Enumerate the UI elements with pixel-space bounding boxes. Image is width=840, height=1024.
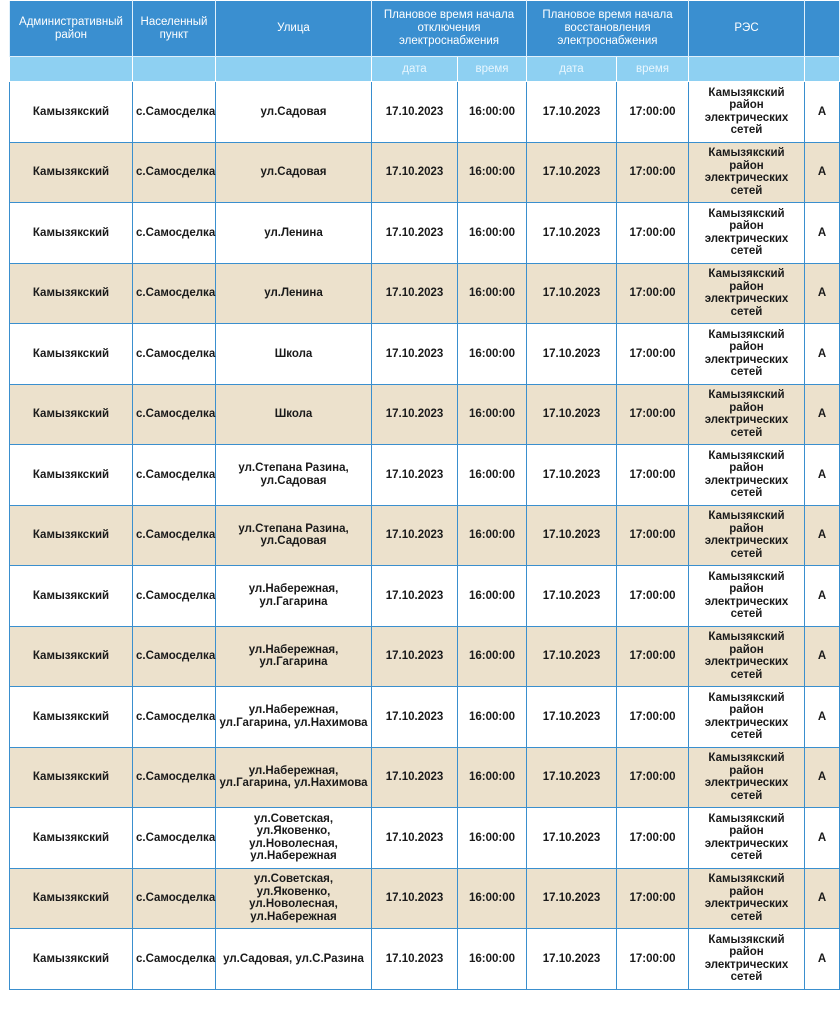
cell-off-time: 16:00:00	[458, 324, 527, 385]
cell-off-time: 16:00:00	[458, 868, 527, 929]
subheader-on-date: дата	[527, 57, 617, 82]
cell-settlement: с.Самосделка	[133, 263, 216, 324]
cell-street: Школа	[216, 324, 372, 385]
cell-res: Камызякский район электрических сетей	[689, 687, 805, 748]
subheader-empty	[689, 57, 805, 82]
cell-off-date: 17.10.2023	[372, 687, 458, 748]
cell-res: Камызякский район электрических сетей	[689, 808, 805, 869]
cell-on-date: 17.10.2023	[527, 203, 617, 264]
cell-res: Камызякский район электрических сетей	[689, 142, 805, 203]
subheader-off-date: дата	[372, 57, 458, 82]
cell-extra: А	[805, 445, 840, 506]
cell-district: Камызякский	[10, 445, 133, 506]
cell-res: Камызякский район электрических сетей	[689, 445, 805, 506]
cell-settlement: с.Самосделка	[133, 384, 216, 445]
cell-off-date: 17.10.2023	[372, 566, 458, 627]
cell-off-time: 16:00:00	[458, 203, 527, 264]
cell-district: Камызякский	[10, 203, 133, 264]
cell-extra: А	[805, 687, 840, 748]
cell-on-time: 17:00:00	[617, 566, 689, 627]
subheader-empty	[805, 57, 840, 82]
cell-district: Камызякский	[10, 384, 133, 445]
cell-res: Камызякский район электрических сетей	[689, 747, 805, 808]
cell-on-date: 17.10.2023	[527, 626, 617, 687]
cell-extra: А	[805, 263, 840, 324]
cell-off-time: 16:00:00	[458, 808, 527, 869]
cell-on-time: 17:00:00	[617, 868, 689, 929]
cell-district: Камызякский	[10, 747, 133, 808]
cell-on-time: 17:00:00	[617, 82, 689, 143]
cell-district: Камызякский	[10, 324, 133, 385]
cell-on-date: 17.10.2023	[527, 505, 617, 566]
cell-street: ул.Степана Разина, ул.Садовая	[216, 505, 372, 566]
cell-off-date: 17.10.2023	[372, 324, 458, 385]
cell-street: ул.Садовая	[216, 82, 372, 143]
cell-settlement: с.Самосделка	[133, 445, 216, 506]
cell-off-date: 17.10.2023	[372, 384, 458, 445]
cell-on-date: 17.10.2023	[527, 82, 617, 143]
cell-on-time: 17:00:00	[617, 142, 689, 203]
table-row	[10, 929, 840, 990]
cell-settlement: с.Самосделка	[133, 747, 216, 808]
cell-street: ул.Набережная, ул.Гагарина, ул.Нахимова	[216, 687, 372, 748]
cell-settlement: с.Самосделка	[133, 687, 216, 748]
cell-on-date: 17.10.2023	[527, 566, 617, 627]
cell-off-date: 17.10.2023	[372, 626, 458, 687]
header-street: Улица	[216, 1, 372, 57]
cell-extra: А	[805, 384, 840, 445]
cell-extra: А	[805, 505, 840, 566]
cell-res: Камызякский район электрических сетей	[689, 929, 805, 990]
cell-on-date: 17.10.2023	[527, 687, 617, 748]
cell-res: Камызякский район электрических сетей	[689, 384, 805, 445]
cell-off-time: 16:00:00	[458, 384, 527, 445]
cell-off-time: 16:00:00	[458, 747, 527, 808]
cell-settlement: с.Самосделка	[133, 868, 216, 929]
table-row	[10, 384, 840, 445]
cell-off-date: 17.10.2023	[372, 263, 458, 324]
cell-district: Камызякский	[10, 687, 133, 748]
cell-res: Камызякский район электрических сетей	[689, 626, 805, 687]
cell-res: Камызякский район электрических сетей	[689, 505, 805, 566]
table-row	[10, 505, 840, 566]
header-extra	[805, 1, 840, 57]
header-off-time: Плановое время начала отключения электроснабжения	[372, 1, 527, 57]
cell-on-time: 17:00:00	[617, 324, 689, 385]
cell-extra: А	[805, 929, 840, 990]
cell-on-time: 17:00:00	[617, 626, 689, 687]
cell-extra: А	[805, 82, 840, 143]
outage-schedule-table	[9, 0, 840, 990]
cell-on-date: 17.10.2023	[527, 868, 617, 929]
cell-street: ул.Ленина	[216, 263, 372, 324]
table-row	[10, 263, 840, 324]
cell-district: Камызякский	[10, 566, 133, 627]
cell-on-time: 17:00:00	[617, 808, 689, 869]
subheader-empty	[10, 57, 133, 82]
cell-res: Камызякский район электрических сетей	[689, 263, 805, 324]
cell-off-date: 17.10.2023	[372, 868, 458, 929]
cell-off-time: 16:00:00	[458, 626, 527, 687]
cell-res: Камызякский район электрических сетей	[689, 566, 805, 627]
cell-on-date: 17.10.2023	[527, 142, 617, 203]
cell-res: Камызякский район электрических сетей	[689, 203, 805, 264]
cell-settlement: с.Самосделка	[133, 626, 216, 687]
header-on-time: Плановое время начала восстановления электроснабжения	[527, 1, 689, 57]
cell-settlement: с.Самосделка	[133, 324, 216, 385]
cell-off-time: 16:00:00	[458, 445, 527, 506]
table-row	[10, 626, 840, 687]
cell-off-date: 17.10.2023	[372, 445, 458, 506]
cell-settlement: с.Самосделка	[133, 203, 216, 264]
table-header	[10, 1, 840, 82]
cell-off-date: 17.10.2023	[372, 505, 458, 566]
table-row	[10, 324, 840, 385]
cell-extra: А	[805, 868, 840, 929]
cell-on-date: 17.10.2023	[527, 808, 617, 869]
cell-off-date: 17.10.2023	[372, 747, 458, 808]
cell-on-date: 17.10.2023	[527, 263, 617, 324]
cell-district: Камызякский	[10, 808, 133, 869]
cell-off-date: 17.10.2023	[372, 808, 458, 869]
cell-on-date: 17.10.2023	[527, 324, 617, 385]
cell-on-time: 17:00:00	[617, 929, 689, 990]
table-row	[10, 808, 840, 869]
subheader-empty	[216, 57, 372, 82]
table-body	[10, 82, 840, 990]
cell-street: ул.Советская, ул.Яковенко, ул.Новолесная, ул.Набережная	[216, 808, 372, 869]
cell-district: Камызякский	[10, 82, 133, 143]
header-res: РЭС	[689, 1, 805, 57]
cell-off-time: 16:00:00	[458, 687, 527, 748]
cell-off-time: 16:00:00	[458, 142, 527, 203]
cell-settlement: с.Самосделка	[133, 566, 216, 627]
cell-settlement: с.Самосделка	[133, 808, 216, 869]
subheader-off-time: время	[458, 57, 527, 82]
cell-district: Камызякский	[10, 929, 133, 990]
cell-extra: А	[805, 142, 840, 203]
cell-street: ул.Советская, ул.Яковенко, ул.Новолесная, ул.Набережная	[216, 868, 372, 929]
cell-on-time: 17:00:00	[617, 505, 689, 566]
cell-on-date: 17.10.2023	[527, 384, 617, 445]
subheader-empty	[133, 57, 216, 82]
cell-district: Камызякский	[10, 263, 133, 324]
cell-on-date: 17.10.2023	[527, 445, 617, 506]
cell-on-date: 17.10.2023	[527, 747, 617, 808]
cell-settlement: с.Самосделка	[133, 82, 216, 143]
cell-extra: А	[805, 626, 840, 687]
cell-district: Камызякский	[10, 505, 133, 566]
table-row	[10, 566, 840, 627]
cell-res: Камызякский район электрических сетей	[689, 868, 805, 929]
header-district: Административный район	[10, 1, 133, 57]
cell-off-date: 17.10.2023	[372, 142, 458, 203]
cell-settlement: с.Самосделка	[133, 929, 216, 990]
cell-off-date: 17.10.2023	[372, 929, 458, 990]
cell-street: ул.Набережная, ул.Гагарина	[216, 626, 372, 687]
table-row	[10, 82, 840, 143]
cell-off-time: 16:00:00	[458, 505, 527, 566]
table-row	[10, 747, 840, 808]
cell-street: ул.Садовая	[216, 142, 372, 203]
cell-off-time: 16:00:00	[458, 929, 527, 990]
cell-off-date: 17.10.2023	[372, 203, 458, 264]
cell-district: Камызякский	[10, 868, 133, 929]
cell-extra: А	[805, 747, 840, 808]
cell-on-time: 17:00:00	[617, 203, 689, 264]
subheader-on-time: время	[617, 57, 689, 82]
cell-on-time: 17:00:00	[617, 747, 689, 808]
cell-district: Камызякский	[10, 142, 133, 203]
cell-extra: А	[805, 203, 840, 264]
cell-extra: А	[805, 808, 840, 869]
cell-street: ул.Садовая, ул.С.Разина	[216, 929, 372, 990]
table-row	[10, 142, 840, 203]
cell-district: Камызякский	[10, 626, 133, 687]
cell-on-time: 17:00:00	[617, 687, 689, 748]
table-row	[10, 687, 840, 748]
cell-street: ул.Ленина	[216, 203, 372, 264]
cell-off-time: 16:00:00	[458, 82, 527, 143]
cell-settlement: с.Самосделка	[133, 142, 216, 203]
cell-off-date: 17.10.2023	[372, 82, 458, 143]
cell-on-date: 17.10.2023	[527, 929, 617, 990]
cell-on-time: 17:00:00	[617, 263, 689, 324]
table-row	[10, 203, 840, 264]
cell-street: ул.Набережная, ул.Гагарина	[216, 566, 372, 627]
cell-street: Школа	[216, 384, 372, 445]
cell-extra: А	[805, 324, 840, 385]
cell-extra: А	[805, 566, 840, 627]
cell-on-time: 17:00:00	[617, 384, 689, 445]
header-settlement: Населенный пункт	[133, 1, 216, 57]
cell-res: Камызякский район электрических сетей	[689, 324, 805, 385]
cell-street: ул.Степана Разина, ул.Садовая	[216, 445, 372, 506]
cell-off-time: 16:00:00	[458, 566, 527, 627]
cell-street: ул.Набережная, ул.Гагарина, ул.Нахимова	[216, 747, 372, 808]
cell-off-time: 16:00:00	[458, 263, 527, 324]
cell-res: Камызякский район электрических сетей	[689, 82, 805, 143]
cell-on-time: 17:00:00	[617, 445, 689, 506]
table-row	[10, 445, 840, 506]
cell-settlement: с.Самосделка	[133, 505, 216, 566]
table-row	[10, 868, 840, 929]
